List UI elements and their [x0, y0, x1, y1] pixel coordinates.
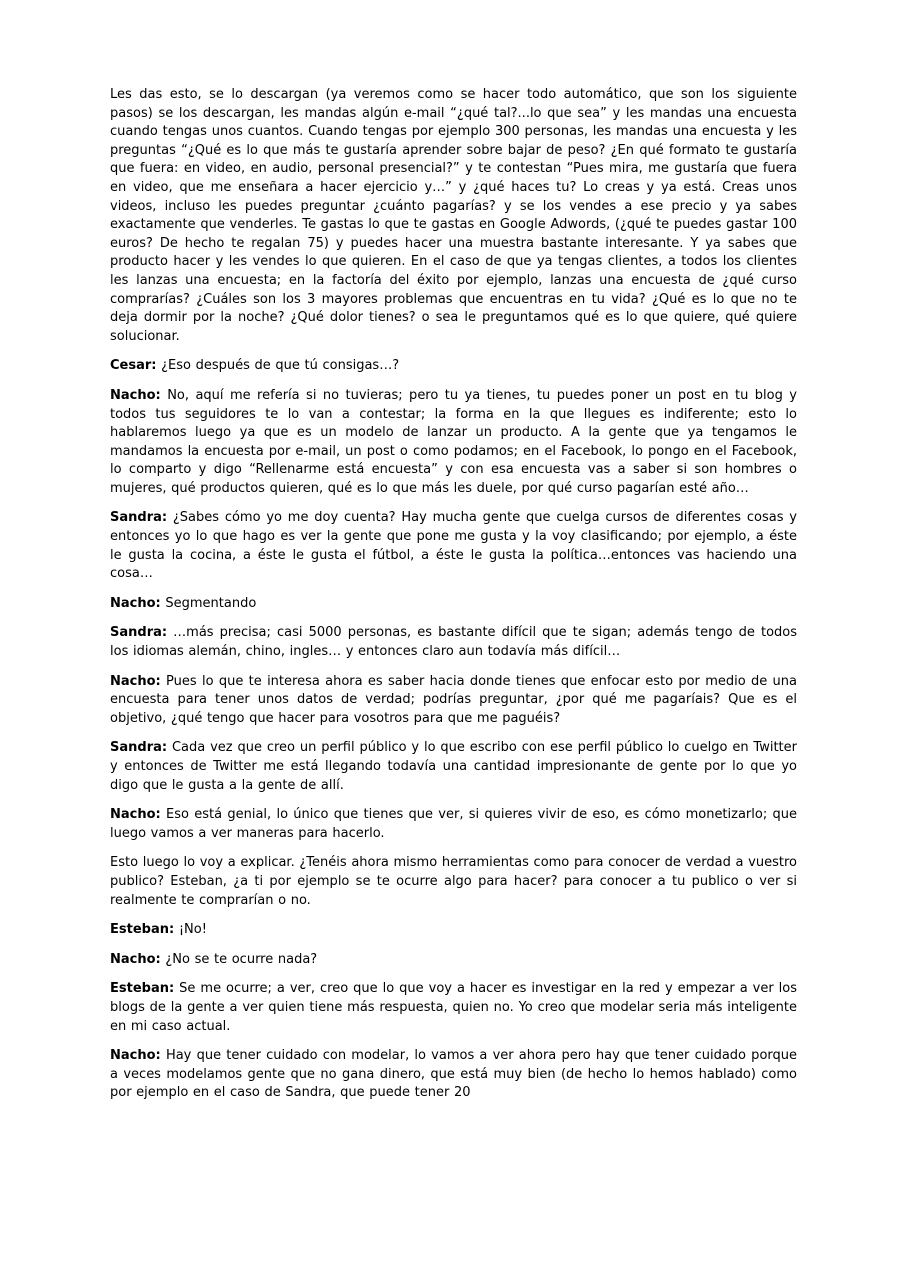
paragraph-text: Segmentando	[160, 595, 257, 611]
paragraph	[110, 387, 797, 499]
paragraph-text: Eso está genial, lo único que tienes que ver, si quieres vivir de eso, es cómo monetizarlo; que luego vamos a ver maneras para hacerlo.	[110, 807, 797, 841]
paragraph-text: Les das esto, se lo descargan (ya veremos como se hacer todo automático, que son los siguiente pasos) se los descargan, les mandas algún e-mail “¿qué tal?...lo que sea” y les mandas una encuesta cuando tengas unos cuantos. Cuando tengas por ejemplo 300 personas, les mandas una encuesta y les preguntas “¿Qué es lo que más te gustaría aprender sobre bajar de peso? ¿En qué formato te gustaría que fuera: en video, en audio, personal presencial?” y te contestan “Pues mira, me gustaría que fuera en video, que me enseñara a hacer ejercicio y…” y ¿qué haces tu? Lo creas y ya está. Creas unos videos, incluso les puedes preguntar ¿cuánto pagarías? y se los vendes a ese precio y ya sabes exactamente que venderles. Te gastas lo que te gastas en Google Adwords, (¿qué te puedes gastar 100 euros? De hecho te regalan 75) y puedes hacer una muestra bastante interesante. Y ya sabes que producto hacer y les vendes lo que quieren. En el caso de que ya tengas clientes, a todos los clientes les lanzas una encuesta; en la factoría del éxito por ejemplo, lanzas una encuesta de ¿qué curso comprarías? ¿Cuáles son los 3 mayores problemas que encuentras en tu vida? ¿Qué es lo que no te deja dormir por la noche? ¿Qué dolor tienes? o sea le preguntamos qué es lo que quiere, qué quiere solucionar.	[110, 87, 797, 344]
paragraph	[110, 624, 797, 661]
paragraph-text: ¿No se te ocurre nada?	[160, 951, 318, 967]
paragraph-text: Hay que tener cuidado con modelar, lo vamos a ver ahora pero hay que tener cuidado porque a veces modelamos gente que no gana dinero, que está muy bien (de hecho lo hemos hablado) como por ejemplo en el caso de Sandra, que puede tener 20	[110, 1048, 797, 1101]
paragraph	[110, 980, 797, 1036]
document-page	[110, 86, 797, 1114]
paragraph	[110, 921, 797, 940]
speaker-name: Nacho:	[110, 951, 161, 967]
speaker-name: Nacho:	[110, 387, 161, 403]
paragraph-text: Cada vez que creo un perfil público y lo que escribo con ese perfil público lo cuelgo en Twitter y entonces de Twitter me está llegando todavía una cantidad impresionante de gente por lo que yo digo que le gusta a la gente de allí.	[110, 740, 797, 793]
speaker-name: Nacho:	[110, 1048, 161, 1064]
speaker-name: Cesar:	[110, 358, 157, 374]
speaker-name: Esteban:	[110, 981, 175, 997]
speaker-name: Esteban:	[110, 922, 175, 938]
paragraph	[110, 673, 797, 729]
paragraph	[110, 1047, 797, 1103]
paragraph	[110, 739, 797, 795]
paragraph-text: ¿Eso después de que tú consigas…?	[156, 358, 400, 374]
speaker-name: Sandra:	[110, 740, 168, 756]
paragraph	[110, 806, 797, 843]
paragraph-text: …más precisa; casi 5000 personas, es bastante difícil que te sigan; además tengo de todos los idiomas alemán, chino, ingles… y entonces claro aun todavía más difícil…	[110, 625, 797, 660]
speaker-name: Nacho:	[110, 807, 161, 823]
paragraph	[110, 509, 797, 583]
paragraph-text: Esto luego lo voy a explicar. ¿Tenéis ahora mismo herramientas como para conocer de verdad a vuestro publico? Esteban, ¿a ti por ejemplo se te ocurre algo para hacer? para conocer a tu publico o ver si realmente te comprarían o no.	[110, 855, 797, 908]
paragraph-text: Pues lo que te interesa ahora es saber hacia donde tienes que enfocar esto por medio de una encuesta para tener unos datos de verdad; podrías preguntar, ¿por qué me pagaríais? Que es el objetivo, ¿qué tengo que hacer para vosotros para que me paguéis?	[110, 673, 797, 726]
paragraph	[110, 86, 797, 346]
paragraph-text: No, aquí me refería si no tuvieras; pero tu ya tienes, tu puedes poner un post en tu blog y todos tus seguidores te lo van a contestar; la forma en la que llegues es indiferente; esto lo hablaremos luego ya que es un modelo de lanzar un producto. A la gente que ya tengamos le mandamos la encuesta por e-mail, un post o como podamos; en el Facebook, lo pongo en el Facebook, lo comparto y digo “Rellenarme está encuesta” y con esa encuesta vas a saber si son hombres o mujeres, qué productos quieren, qué es lo que más les duele, por qué curso pagarían esté año…	[110, 387, 797, 496]
paragraph-text: ¿Sabes cómo yo me doy cuenta? Hay mucha gente que cuelga cursos de diferentes cosas y entonces yo lo que hago es ver la gente que pone me gusta y la voy clasificando; por ejemplo, a éste le gusta la cocina, a éste le gusta el fútbol, a éste le gusta la política…entonces vas haciendo una cosa…	[110, 510, 797, 582]
speaker-name: Nacho:	[110, 595, 161, 611]
paragraph	[110, 951, 797, 970]
paragraph-text: Se me ocurre; a ver, creo que lo que voy a hacer es investigar en la red y empezar a ver los blogs de la gente a ver quien tiene más respuesta, quien no. Yo creo que modelar seria más inteligente en mi caso actual.	[110, 981, 797, 1034]
speaker-name: Sandra:	[110, 625, 168, 641]
paragraph	[110, 595, 797, 614]
speaker-name: Nacho:	[110, 673, 161, 689]
speaker-name: Sandra:	[110, 510, 168, 526]
paragraph	[110, 357, 797, 376]
paragraph	[110, 854, 797, 910]
paragraph-text: ¡No!	[174, 922, 207, 938]
